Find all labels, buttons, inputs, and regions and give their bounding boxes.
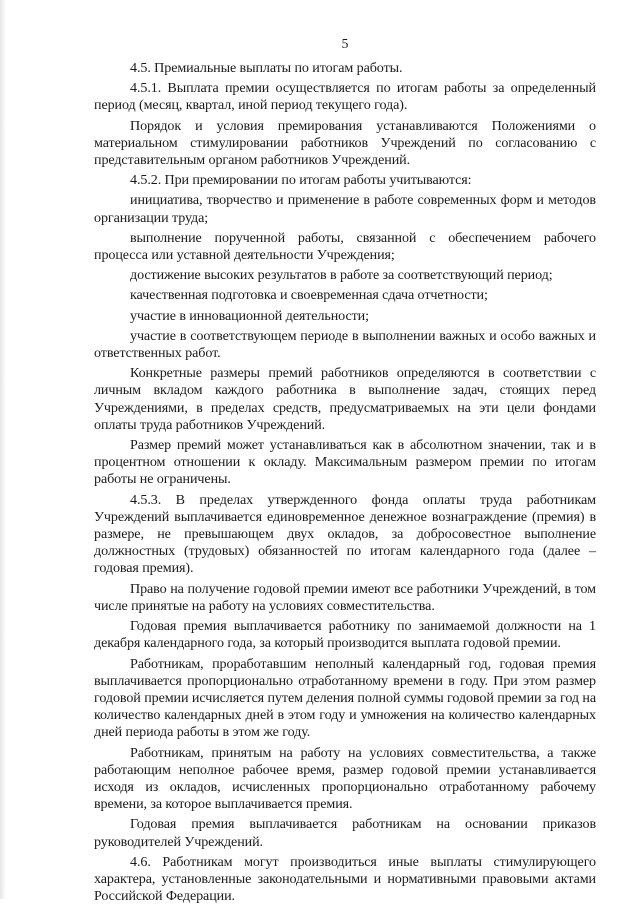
criteria-reporting: качественная подготовка и своевременная сдача отчетности; xyxy=(130,287,488,304)
paragraph-4-5-heading: 4.5. Премиальные выплаты по итогам работы. xyxy=(130,60,403,76)
paragraph-annual-position: Годовая премия выплачивается работнику по занимаемой должности на 1 декабря календарного года, за который производится выплата годовой премии. xyxy=(94,618,596,652)
document-body xyxy=(94,60,596,905)
criteria-high-results: достижение высоких результатов в работе за соответствующий период; xyxy=(130,267,553,284)
paragraph-annual-partial-year: Работникам, проработавшим неполный календарный год, годовая премия выплачивается пропорционально отработанному времени в году. При этом размер годовой премии исчисляется путем деления полной суммы годовой премии за год на количество календарных дней в этом году и умножения на количество календарных дней периода работы в этом же году. xyxy=(94,655,596,741)
paragraph-premium-amount: Размер премий может устанавливаться как в абсолютном значении, так и в процентном отношении к окладу. Максимальным размером премии по итогам работы не ограничены. xyxy=(94,437,596,488)
paragraph-premium-sizes: Конкретные размеры премий работников определяются в соответствии с личным вкладом каждого работника в выполнение задач, стоящих перед Учреждениями, в пределах средств, предусматриваемых на эти цели фондами оплаты труда работников Учреждений. xyxy=(94,365,596,433)
paragraph-4-6: 4.6. Работникам могут производиться иные выплаты стимулирующего характера, установленные законодательными и нормативными правовыми актами Российской Федерации. xyxy=(94,853,596,905)
criteria-initiative: инициатива, творчество и применение в работе современных форм и методов организации труда; xyxy=(94,192,596,226)
criteria-assigned-work: выполнение порученной работы, связанной с обеспечением рабочего процесса или уставной деятельности Учреждения; xyxy=(94,229,596,264)
paragraph-annual-part-time: Работникам, принятым на работу на условиях совместительства, а также работающим неполное рабочее время, размер годовой премии устанавливается исходя из окладов, исчисленных пропорционально отработанному рабочему времени, за которое выплачивается премия. xyxy=(94,744,596,813)
paragraph-annual-orders: Годовая премия выплачивается работникам на основании приказов руководителей Учреждений. xyxy=(94,816,596,850)
criteria-innovation: участие в инновационной деятельности; xyxy=(130,307,369,324)
paragraph-4-5-2: 4.5.2. При премировании по итогам работы учитываются: xyxy=(130,172,472,189)
scan-edge xyxy=(0,0,6,899)
paragraph-4-5-3: 4.5.3. В пределах утвержденного фонда оплаты труда работникам Учреждений выплачивается единовременное денежное вознаграждение (премия) в размере, не превышающем двух окладов, за добросовестное выполнение должностных (трудовых) обязанностей по итогам календарного года (далее – годовая премия). xyxy=(94,491,596,577)
paragraph-premium-procedure: Порядок и условия премирования устанавливаются Положениями о материальном стимулировании работников Учреждений по согласованию с представительным органом работников Учреждений. xyxy=(94,117,596,169)
page-number: 5 xyxy=(341,36,349,51)
paragraph-4-5-1: 4.5.1. Выплата премии осуществляется по итогам работы за определенный период (месяц, квартал, иной период текущего года). xyxy=(94,80,596,114)
paragraph-annual-right: Право на получение годовой премии имеют все работники Учреждений, в том числе принятые на работу на условиях совместительства. xyxy=(94,580,596,614)
criteria-important-work: участие в соответствующем периоде в выполнении важных и особо важных и ответственных работ. xyxy=(94,327,596,362)
